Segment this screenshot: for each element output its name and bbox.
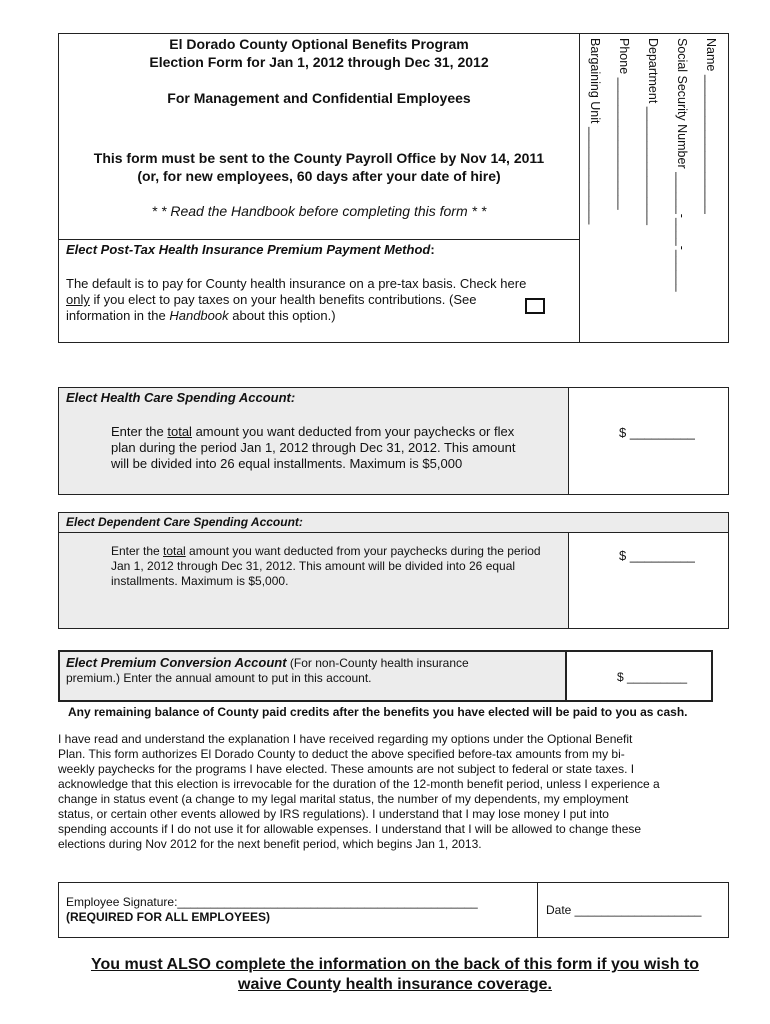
- form-subtitle: For Management and Confidential Employees: [167, 90, 471, 106]
- title-line2: Election Form for Jan 1, 2012 through Dec 31, 2012: [149, 54, 489, 70]
- agreement-line: elections during Nov 2012 for the next benefit period, which begins Jan 1, 2013.: [58, 837, 482, 851]
- health-fsa-line2: plan during the period Jan 1, 2012 through Dec 31, 2012. This amount: [111, 440, 516, 455]
- dependent-fsa-total: total: [163, 544, 186, 558]
- dependent-fsa-line1: [111, 544, 566, 559]
- dependent-fsa-heading: Elect Dependent Care Spending Account:: [66, 515, 303, 529]
- health-fsa-description: [111, 424, 566, 472]
- agreement-line: I have read and understand the explanation I have received regarding my options under the Optional Benefit: [58, 732, 633, 746]
- premium-conversion-description: [66, 655, 561, 686]
- remaining-balance-notice: Any remaining balance of County paid credits after the benefits you have elected will be paid to you as cash.: [68, 705, 688, 719]
- footer-line2: waive County health insurance coverage.: [238, 976, 552, 993]
- agreement-line: acknowledge that this election is irrevocable for the duration of the 12-month benefit period, unless I experience a: [58, 777, 660, 791]
- post-tax-line1: The default is to pay for County health insurance on a pre-tax basis. Check here: [66, 276, 527, 291]
- employee-name-field[interactable]: Name ____________________: [704, 38, 718, 214]
- agreement-line: status, or certain other events allowed by IRS regulations). I understand that I may lose money I put into: [58, 807, 609, 821]
- deadline-line2: (or, for new employees, 60 days after your date of hire): [137, 168, 501, 184]
- health-fsa-heading: Elect Health Care Spending Account:: [66, 390, 296, 405]
- post-tax-only: only: [66, 292, 90, 307]
- title-line1: El Dorado County Optional Benefits Program: [169, 36, 469, 52]
- dependent-fsa-amount[interactable]: $ _________: [619, 548, 695, 563]
- health-fsa-amount[interactable]: $ _________: [619, 425, 695, 440]
- post-tax-divider: [58, 239, 580, 240]
- premium-conversion-line1: [66, 655, 561, 671]
- post-tax-line3-a: information in the: [66, 308, 170, 323]
- post-tax-line2: [66, 292, 566, 308]
- agreement-line: spending accounts if I do not use it for allowable expenses. I understand that I will be allowed to change these: [58, 822, 642, 836]
- footer-notice: [40, 955, 750, 995]
- ssn-field[interactable]: Social Security Number ______-____-______: [675, 38, 689, 292]
- agreement-line: change in status event (a change to my legal marital status, the number of my dependents, my employment: [58, 792, 629, 806]
- dependent-fsa-heading-rule: [58, 532, 729, 533]
- premium-conversion-line2: premium.) Enter the annual amount to put in this account.: [66, 671, 372, 685]
- agreement-line: weekly paychecks for the programs I have elected. These amounts are not subject to federal or state taxes. I: [58, 762, 635, 776]
- date-field[interactable]: Date ___________________: [546, 903, 702, 917]
- post-tax-heading-text: Elect Post-Tax Health Insurance Premium Payment Method: [66, 242, 431, 257]
- health-fsa-line1: [111, 424, 566, 440]
- post-tax-checkbox[interactable]: [525, 298, 545, 314]
- agreement-line: Plan. This form authorizes El Dorado County to deduct the above specified before-tax amounts from my bi-: [58, 747, 625, 761]
- signature-required-note: (REQUIRED FOR ALL EMPLOYEES): [66, 910, 271, 924]
- header-divider: [579, 33, 580, 343]
- post-tax-handbook: Handbook: [169, 308, 229, 323]
- post-tax-line3: [66, 308, 566, 324]
- health-fsa-line3: will be divided into 26 equal installments. Maximum is $5,000: [111, 456, 463, 471]
- signature-field[interactable]: Employee Signature:_____________________________________________: [66, 895, 478, 909]
- premium-conversion-heading: Elect Premium Conversion Account: [66, 655, 287, 670]
- health-fsa-amount-cell: [568, 387, 729, 495]
- footer-line1: You must ALSO complete the information on the back of this form if you wish to: [90, 956, 700, 973]
- dependent-fsa-line3: installments. Maximum is $5,000.: [111, 574, 289, 588]
- deadline-notice: [60, 149, 578, 185]
- post-tax-line2-rest: if you elect to pay taxes on your health benefits contributions. (See: [89, 292, 477, 307]
- signature-divider: [537, 882, 538, 938]
- dependent-fsa-line1-a: Enter the: [111, 544, 164, 558]
- health-fsa-line1-a: Enter the: [111, 424, 168, 439]
- health-fsa-line1-b: amount you want deducted from your paychecks or flex: [191, 424, 515, 439]
- post-tax-line3-b: about this option.): [228, 308, 336, 323]
- health-fsa-total: total: [167, 424, 192, 439]
- dependent-fsa-description: [111, 544, 566, 589]
- premium-conversion-note: (For non-County health insurance: [286, 656, 469, 670]
- dependent-fsa-line1-b: amount you want deducted from your paychecks during the period: [185, 544, 541, 558]
- agreement-paragraph: [58, 732, 738, 852]
- post-tax-heading: [66, 242, 435, 258]
- handbook-note: * * Read the Handbook before completing this form * *: [151, 203, 487, 219]
- post-tax-heading-colon: :: [430, 242, 435, 257]
- bargaining-unit-field[interactable]: Bargaining Unit ______________: [588, 38, 602, 225]
- phone-field[interactable]: Phone ___________________: [617, 38, 631, 210]
- deadline-line1: This form must be sent to the County Payroll Office by Nov 14, 2011: [93, 150, 545, 166]
- dependent-fsa-amount-cell: [568, 532, 729, 629]
- signature-block: [66, 895, 531, 925]
- post-tax-description: [66, 276, 566, 324]
- department-field[interactable]: Department _________________: [646, 38, 660, 225]
- form-title: [60, 35, 578, 71]
- dependent-fsa-line2: Jan 1, 2012 through Dec 31, 2012. This amount will be divided into 26 equal: [111, 559, 516, 573]
- premium-conversion-amount[interactable]: $ _________: [617, 670, 688, 684]
